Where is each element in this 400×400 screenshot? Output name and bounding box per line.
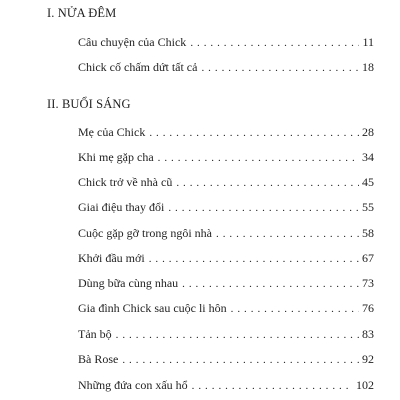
section-title: II. BUỔI SÁNG	[47, 97, 131, 111]
toc-entry-label: Dùng bữa cùng nhau	[78, 276, 179, 290]
toc-entry	[78, 226, 374, 244]
toc-entry	[78, 378, 374, 396]
toc-entry-page: 102	[356, 378, 374, 392]
dot-leader	[216, 228, 359, 240]
toc-entry	[78, 60, 374, 78]
toc-entry	[78, 251, 374, 269]
dot-leader	[149, 127, 359, 139]
dot-leader	[192, 380, 353, 392]
toc-entry-label: Cuộc gặp gỡ trong ngôi nhà	[78, 226, 212, 240]
toc-entry	[78, 327, 374, 345]
toc-entry-label: Chick trở về nhà cũ	[78, 175, 173, 189]
toc-entry	[78, 175, 374, 193]
section-title: I. NỬA ĐÊM	[47, 6, 117, 20]
dot-leader	[168, 202, 359, 214]
dot-leader	[190, 37, 359, 49]
dot-leader	[122, 354, 359, 366]
toc-entry-page: 28	[362, 125, 374, 139]
toc-entry-label: Khởi đầu mới	[78, 251, 145, 265]
toc-entry-page: 18	[362, 60, 374, 74]
toc-entry-page: 92	[362, 352, 374, 366]
toc-entry-label: Bà Rose	[78, 352, 119, 366]
dot-leader	[201, 62, 359, 74]
toc-entry	[78, 200, 374, 218]
toc-entry	[78, 276, 374, 294]
toc-entry-page: 34	[362, 150, 374, 164]
toc-entry-label: Chick cố chấm dứt tất cả	[78, 60, 198, 74]
dot-leader	[182, 278, 359, 290]
dot-leader	[231, 303, 359, 315]
toc-entry	[78, 125, 374, 143]
toc-entry	[78, 301, 374, 319]
dot-leader	[116, 329, 359, 341]
dot-leader	[176, 177, 359, 189]
toc-entry-page: 76	[362, 301, 374, 315]
dot-leader	[158, 152, 359, 164]
toc-entry-label: Khi mẹ gặp cha	[78, 150, 154, 164]
toc-entry-page: 67	[362, 251, 374, 265]
toc-entry-label: Tản bộ	[78, 327, 112, 341]
toc-entry	[78, 35, 374, 53]
toc-entry-page: 83	[362, 327, 374, 341]
toc-entry-page: 11	[362, 35, 374, 49]
toc-entry-page: 45	[362, 175, 374, 189]
toc-entry	[78, 150, 374, 168]
toc-entry-label: Những đứa con xấu hổ	[78, 378, 188, 392]
toc-entry-label: Gia đình Chick sau cuộc li hôn	[78, 301, 227, 315]
toc-entry-label: Giai điệu thay đổi	[78, 200, 165, 214]
dot-leader	[149, 253, 359, 265]
toc-entry-page: 55	[362, 200, 374, 214]
toc-entry-page: 73	[362, 276, 374, 290]
toc-entry-label: Mẹ của Chick	[78, 125, 146, 139]
toc-entry-label: Câu chuyện của Chick	[78, 35, 187, 49]
toc-entry	[78, 352, 374, 370]
toc-entry-page: 58	[362, 226, 374, 240]
